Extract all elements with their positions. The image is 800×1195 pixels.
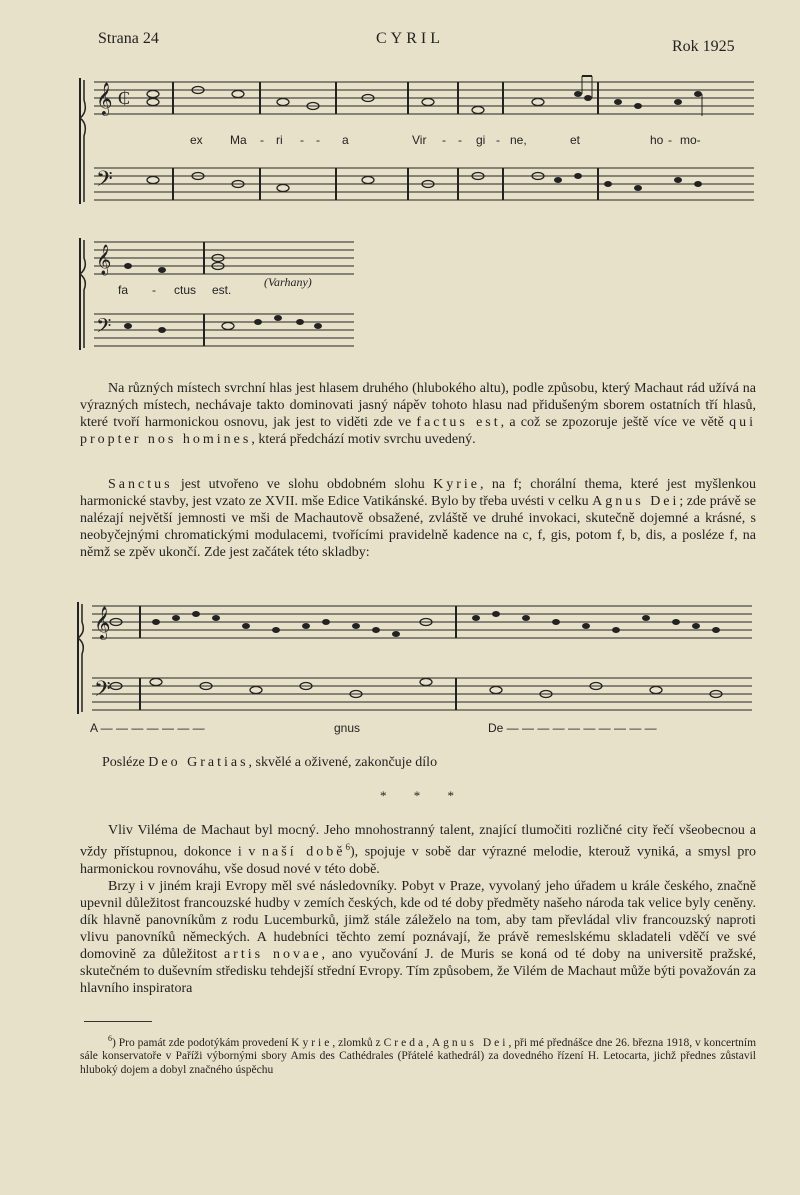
page-number: Strana 24	[98, 30, 159, 47]
lyric-gnus: gnus	[334, 721, 361, 735]
lyric-syllable: mo-	[680, 133, 701, 147]
lyric-syllable: ho	[650, 133, 664, 147]
para3-deo-gratias: Deo Gratias	[148, 755, 249, 770]
para4-text-1: Vliv Viléma de Machaut byl mocný. Jeho mnohostranný talent, znající tlumočiti rozličné city řečí všeobecnou a vždy přístupnou, dokonce i v	[80, 823, 756, 860]
paragraph-4	[80, 822, 756, 878]
para5-text-2: , ano vyučování J. de Muris se koná od té doby na universitě pražské, skutečném to duševním středisku tehdejší střední Evropy. Tím způsobem, že Vilém de Machaut může býti považován za hlavního inspiratora	[80, 947, 757, 996]
section-separator: * * *	[380, 788, 466, 803]
lyric-syllable: -	[260, 133, 264, 147]
lyric-syllable: -	[316, 133, 320, 147]
para3-text-1: Posléze	[102, 755, 145, 770]
footnote-number: 6	[108, 1034, 112, 1043]
lyric-syllable: Ma	[230, 133, 247, 147]
music3-lyrics	[90, 721, 657, 735]
music-system-3	[76, 596, 756, 742]
svg-text:𝄞: 𝄞	[96, 84, 113, 115]
year: Rok 1925	[672, 38, 735, 55]
music1-lyrics	[190, 133, 701, 147]
lyric-syllable: Vir	[412, 133, 427, 147]
svg-text:₵: ₵	[118, 88, 131, 108]
footnote-ref: 6	[345, 842, 350, 852]
para4-text-2: ), spojuje v sobě dar výrazné melodie, kterouž vyniká, a smysl pro harmonickou rovnováhu, vše dosud nové v této době.	[80, 844, 756, 877]
footnote-text-2: , zlomků z	[332, 1036, 381, 1049]
lyric-syllable: -	[496, 133, 500, 147]
para2-text-1: jest utvořeno ve slohu obdobném slohu	[180, 477, 425, 492]
footnote	[80, 1032, 756, 1077]
music-system-1	[78, 72, 758, 212]
svg-text:𝄞: 𝄞	[96, 245, 112, 274]
lyric-syllable: ctus	[174, 283, 197, 297]
svg-text:𝄢: 𝄢	[96, 316, 112, 342]
lyric-syllable: et	[570, 133, 581, 147]
lyric-syllable: ri	[276, 133, 283, 147]
svg-text:𝄞: 𝄞	[94, 608, 111, 639]
footnote-kyrie: Kyrie	[291, 1036, 333, 1049]
para5-spaced: artis novae	[223, 947, 322, 962]
lyric-syllable: -	[300, 133, 304, 147]
lyric-de: De — — — — — — — — — —	[488, 721, 657, 735]
lyric-syllable: gi	[476, 133, 486, 147]
lyric-syllable: -	[442, 133, 446, 147]
journal-title: CYRIL	[376, 30, 444, 47]
footnote-creda: Creda	[383, 1036, 427, 1049]
para5-text-1: Brzy i v jiném kraji Evropy měl své následovníky. Pobyt v Praze, vyvolaný jeho úřadem u krále českého, značně upevnil důležitost francouzské hudby v zemích českých, kde od té doby předměty našeho národa tak velice byly ceněny. dík hlavně panovníkům z rodu Lucemburků, jimž stále záleželo na tom, aby tam převládal vliv francouzský naproti vlivu panovníků německých. A hudebníci těchto zemí poznávají, že právě remeslskému skladateli vděčí ve své domovině za důležitost	[80, 879, 756, 962]
paragraph-5	[80, 878, 756, 997]
footnote-text-1: ) Pro památ zde podotýkám provedení	[112, 1036, 289, 1049]
para4-spaced: naší době	[262, 844, 346, 860]
paragraph-2	[80, 476, 756, 561]
lyric-syllable: -	[668, 133, 672, 147]
para2-sanctus: Sanctus	[108, 477, 173, 492]
lyric-syllable: est.	[212, 283, 232, 297]
footnote-rule	[84, 1021, 152, 1022]
lyric-syllable: ex	[190, 133, 203, 147]
para1-spaced-1: factus est	[416, 415, 501, 430]
para2-text-2: , na f; chorální thema, které jest myšlenkou harmonické stavby, jest vzato ze XVII. mše Edice Vatikánské. Bylo by třeba uvésti v celku	[80, 477, 757, 509]
lyric-syllable: a	[342, 133, 349, 147]
para1-mid: , a což se zpozoruje ještě více ve větě	[500, 415, 724, 430]
organ-annotation: (Varhany)	[264, 275, 312, 289]
para1-spaced-2: qui propter nos homines	[80, 415, 757, 447]
svg-text:𝄢: 𝄢	[94, 677, 111, 706]
para1-text: Na různých místech svrchní hlas jest hlasem druhého (hlubokého altu), podle způsobu, který Machaut rád užívá na výrazných místech, nechávaje takto dominovati jasný nápěv tohoto hlasu nad přidušeným sborem ostatních tří hlasů, které tvoří harmonickou osnovu, jak jest to viděti zde ve	[80, 381, 756, 430]
svg-text:𝄢: 𝄢	[96, 167, 113, 196]
footnote-text-3: ,	[426, 1036, 429, 1049]
footnote-agnus: Agnus Dei	[431, 1036, 509, 1049]
lyric-syllable: ne,	[510, 133, 527, 147]
music2-lyrics	[118, 275, 312, 297]
para2-kyrie: Kyrie	[433, 477, 480, 492]
lyric-syllable: -	[458, 133, 462, 147]
para2-text-3: ; zde právě se nalézají největší jemnosti ve mši de Machautově obsažené, zvláště ve druhé invokaci, skutečně dojemné a krásné, s neobyčejnými chromatickými modulacemi, tvořícími pravidelně kadence na c, f, gis, potom f, b, dis, a posléze f, na němž se zpěv ukončí. Zde jest začátek této skladby:	[80, 494, 756, 560]
para3-text-2: , skvělé a oživené, zakončuje dílo	[248, 755, 438, 770]
lyric-agnus-a: A — — — — — — —	[90, 721, 205, 735]
lyric-syllable: -	[152, 283, 156, 297]
paragraph-1	[80, 380, 756, 448]
para1-end: , která předchází motiv svrchu uvedený.	[251, 432, 476, 447]
para2-agnus: Agnus Dei	[592, 494, 680, 509]
lyric-syllable: fa	[118, 283, 129, 297]
footnote-text-4: , při mé přednášce dne 26. března 1918, v koncertním sále konservatoře v Paříži výbornými sbory Amis des Cathédrales (Přátelé kathedrál) za dovedného řízení H. Letocarta, jichž přednes zůstavil hluboký dojem a dobyl značného úspěchu	[80, 1036, 757, 1076]
paragraph-3	[102, 754, 778, 771]
music-system-2	[78, 234, 368, 356]
